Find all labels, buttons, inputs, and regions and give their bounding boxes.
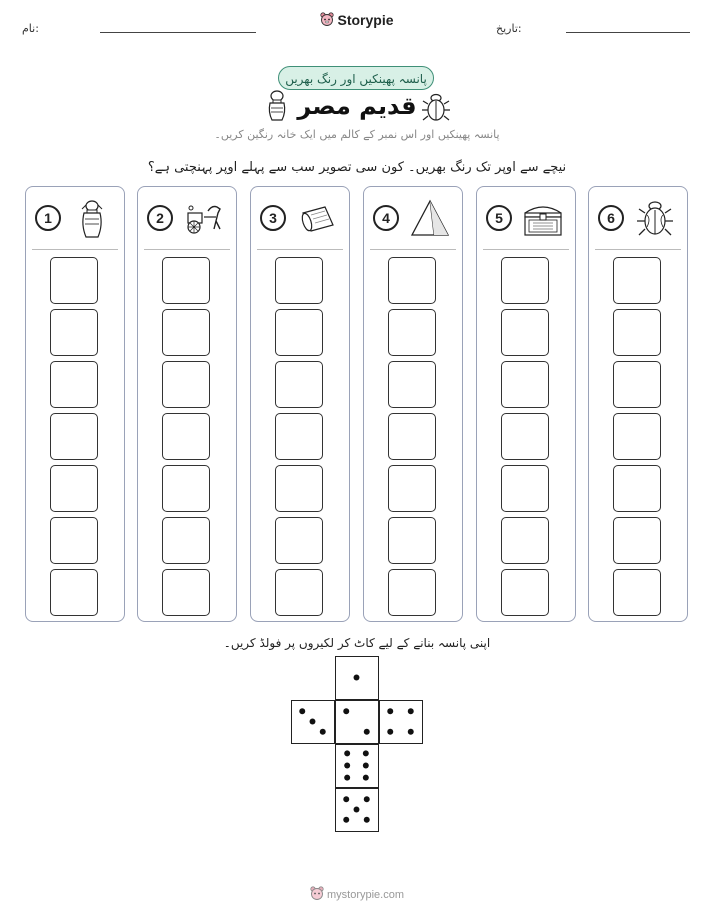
color-box[interactable]	[388, 309, 436, 356]
column-divider	[370, 249, 456, 250]
column-6	[588, 186, 688, 622]
dice-pip	[363, 775, 369, 781]
treasure-chest-icon	[521, 199, 565, 239]
storypie-logo	[0, 12, 714, 30]
dice-face-4	[379, 700, 423, 744]
color-box[interactable]	[275, 361, 323, 408]
color-box[interactable]	[162, 257, 210, 304]
footer-mascot-icon	[310, 886, 324, 904]
color-box[interactable]	[613, 309, 661, 356]
name-field-line[interactable]	[100, 32, 256, 33]
column-3	[250, 186, 350, 622]
color-box[interactable]	[388, 517, 436, 564]
dice-pip	[310, 719, 316, 725]
color-box[interactable]	[501, 413, 549, 460]
dice-pip	[343, 796, 349, 802]
color-box[interactable]	[388, 465, 436, 512]
color-box[interactable]	[388, 361, 436, 408]
color-box[interactable]	[50, 309, 98, 356]
color-box[interactable]	[50, 361, 98, 408]
canopic-jar-icon	[70, 199, 114, 239]
column-5	[476, 186, 576, 622]
column-number: 1	[35, 205, 61, 231]
color-box[interactable]	[613, 517, 661, 564]
dice-pip	[320, 729, 326, 735]
column-number: 3	[260, 205, 286, 231]
dice-pip	[387, 729, 393, 735]
column-divider	[144, 249, 230, 250]
color-box[interactable]	[162, 517, 210, 564]
column-2	[137, 186, 237, 622]
cut-instruction: اپنی پانسہ بنانے کے لیے کاٹ کر لکیروں پر فولڈ کریں۔	[223, 636, 491, 650]
dice-pip	[344, 750, 350, 756]
column-4	[363, 186, 463, 622]
color-box[interactable]	[613, 361, 661, 408]
name-label: نام:	[22, 22, 39, 35]
color-box[interactable]	[501, 257, 549, 304]
instructions-subtitle: پانسہ پھینکیں اور اس نمبر کے کالم میں ایک خانہ رنگین کریں۔	[214, 128, 500, 141]
dice-pip	[364, 796, 370, 802]
dice-pip	[408, 729, 414, 735]
color-box[interactable]	[275, 257, 323, 304]
color-box[interactable]	[50, 465, 98, 512]
dice-pip	[363, 763, 369, 769]
dice-pip	[364, 817, 370, 823]
dice-pip	[343, 817, 349, 823]
color-box[interactable]	[501, 465, 549, 512]
color-box[interactable]	[275, 569, 323, 616]
column-divider	[595, 249, 681, 250]
dice-pip	[354, 807, 360, 813]
dice-pip	[354, 675, 360, 681]
page-title: قدیم مصر	[297, 92, 417, 120]
color-box[interactable]	[50, 569, 98, 616]
dice-pip	[343, 708, 349, 714]
color-box[interactable]	[50, 517, 98, 564]
column-number: 6	[598, 205, 624, 231]
question-text: نیچے سے اوپر تک رنگ بھریں۔ کون سی تصویر سب سے پہلے اوپر پہنچتی ہے؟	[147, 160, 567, 175]
dice-pip	[363, 750, 369, 756]
column-divider	[257, 249, 343, 250]
dice-pip	[299, 708, 305, 714]
storypie-mascot-icon	[320, 12, 334, 30]
color-box[interactable]	[275, 309, 323, 356]
column-divider	[483, 249, 569, 250]
date-label: تاریخ:	[496, 22, 522, 35]
column-number: 5	[486, 205, 512, 231]
dice-pip	[344, 775, 350, 781]
color-box[interactable]	[50, 413, 98, 460]
color-box[interactable]	[162, 569, 210, 616]
color-box[interactable]	[162, 465, 210, 512]
color-box[interactable]	[275, 413, 323, 460]
dice-face-3	[291, 700, 335, 744]
date-field-line[interactable]	[566, 32, 690, 33]
dice-face-2	[335, 700, 379, 744]
footer-url: mystorypie.com	[326, 888, 405, 901]
color-box[interactable]	[613, 465, 661, 512]
scarab-icon	[633, 199, 677, 239]
color-box[interactable]	[501, 361, 549, 408]
footer	[0, 886, 714, 904]
color-box[interactable]	[388, 569, 436, 616]
dice-pip	[344, 763, 350, 769]
color-box[interactable]	[162, 309, 210, 356]
dice-face-5	[335, 788, 379, 832]
color-box[interactable]	[388, 257, 436, 304]
color-box[interactable]	[613, 257, 661, 304]
activity-pill: پانسہ پھینکیں اور رنگ بھریں	[278, 66, 434, 90]
dice-pip	[387, 708, 393, 714]
color-box[interactable]	[613, 569, 661, 616]
color-box[interactable]	[162, 361, 210, 408]
color-box[interactable]	[50, 257, 98, 304]
color-box[interactable]	[275, 517, 323, 564]
dice-pip	[364, 729, 370, 735]
color-box[interactable]	[501, 569, 549, 616]
title-scarab-icon	[422, 92, 450, 122]
color-box[interactable]	[501, 517, 549, 564]
dice-face-6	[335, 744, 379, 788]
papyrus-scroll-icon	[295, 199, 339, 239]
color-box[interactable]	[613, 413, 661, 460]
logo-text: Storypie	[337, 12, 394, 28]
chariot-icon	[182, 199, 226, 239]
dice-pip	[408, 708, 414, 714]
color-box[interactable]	[501, 309, 549, 356]
dice-face-1	[335, 656, 379, 700]
column-divider	[32, 249, 118, 250]
column-1	[25, 186, 125, 622]
column-number: 4	[373, 205, 399, 231]
color-box[interactable]	[162, 413, 210, 460]
column-number: 2	[147, 205, 173, 231]
pyramid-icon	[408, 199, 452, 239]
color-box[interactable]	[388, 413, 436, 460]
color-box[interactable]	[275, 465, 323, 512]
